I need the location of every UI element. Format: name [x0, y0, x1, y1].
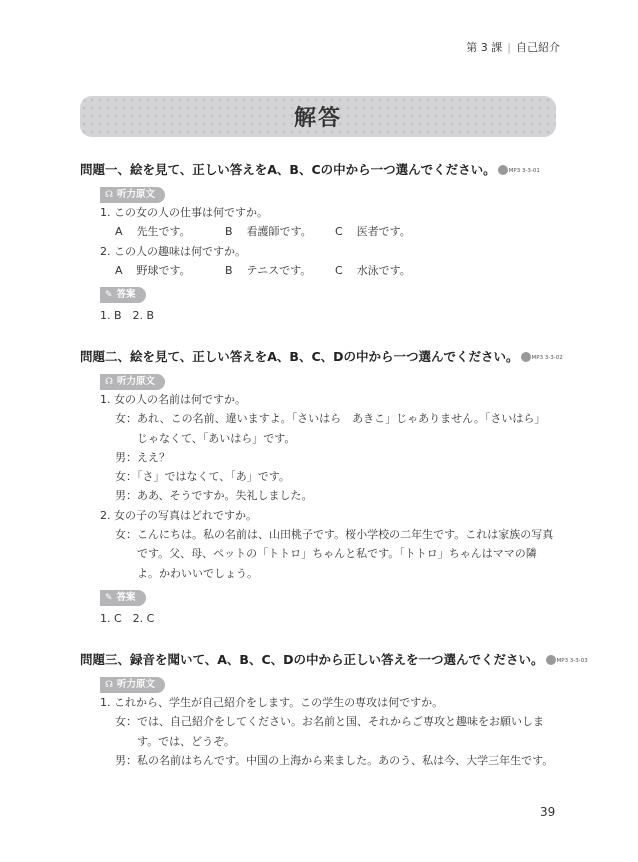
option-a — [115, 261, 225, 280]
section-banner — [80, 96, 556, 137]
badge-label: 答案 — [116, 289, 136, 301]
option-text: 水泳です。 — [356, 263, 411, 277]
script-line: よ。かわいいでしょう。 — [137, 566, 258, 580]
header-divider: | — [507, 41, 511, 54]
lesson-title: 自己紹介 — [516, 41, 560, 54]
question-heading-text: 問題三、録音を聞いて、A、B、C、Dの中から正しい答えを一つ選んでください。 — [80, 652, 544, 667]
note-icon: ✎ — [105, 592, 113, 603]
question-heading-text: 問題二、絵を見て、正しい答えをA、B、C、Dの中から一つ選んでください。 — [80, 349, 519, 364]
cd-icon — [521, 352, 531, 362]
answers: 1. C 2. C — [100, 611, 155, 625]
script-line: 女：「さ」ではなくて、「あ」です。 — [115, 470, 290, 484]
page-title: 解答 — [293, 106, 342, 131]
badge-label: 听力原文 — [117, 679, 156, 690]
cd-icon — [498, 165, 508, 175]
note-icon: ✎ — [105, 290, 113, 301]
option-text: 野球です。 — [136, 263, 191, 277]
mp3-label: MP3 3-3-03 — [556, 657, 588, 664]
question-2 — [80, 347, 563, 628]
question-line: 2. この人の趣味は何ですか。 — [100, 244, 246, 258]
option-c — [335, 261, 445, 280]
script-badge — [100, 187, 165, 203]
question-heading-text: 問題一、絵を見て、正しい答えをA、B、Cの中から一つ選んでください。 — [80, 162, 496, 177]
badge-label: 答案 — [116, 591, 136, 603]
question-heading — [80, 160, 560, 180]
mp3-track[interactable] — [498, 161, 540, 181]
option-text: テニスです。 — [246, 263, 312, 277]
option-b — [225, 222, 335, 241]
script-line: す。では、どうぞ。 — [137, 734, 235, 748]
option-key: C — [335, 263, 343, 277]
script-line: 男：ええ？ — [115, 450, 170, 464]
script-line: 2. 女の子の写真はどれですか。 — [100, 508, 257, 522]
script-line: じゃなくて、「あいはら」です。 — [137, 431, 296, 445]
badge-label: 听力原文 — [117, 189, 156, 200]
lesson-number: 第 3 課 — [466, 41, 503, 54]
option-key: C — [335, 225, 343, 239]
script-line: 1. これから、学生が自己紹介をします。この学生の専攻は何ですか。 — [100, 696, 444, 709]
script-line: 女：こんにちは。私の名前は、山田桃子です。桜小学校の二年生です。これは家族の写真 — [115, 528, 554, 542]
question-1 — [80, 160, 560, 325]
question-line: 1. この女の人の仕事は何ですか。 — [100, 206, 268, 219]
script-line: 男：ああ、そうですか。失礼しました。 — [115, 489, 313, 503]
headphones-icon: ☊ — [105, 190, 113, 200]
options-row — [80, 222, 560, 241]
mp3-track[interactable] — [521, 348, 563, 368]
script-line: 女：あれ、この名前、違いますよ。「さいはら あきこ」じゃありません。「さいはら」 — [115, 412, 546, 426]
option-key: B — [225, 263, 233, 277]
script-badge — [100, 374, 165, 390]
options-row — [80, 261, 560, 280]
option-text: 先生です。 — [136, 225, 191, 239]
question-heading — [80, 347, 563, 367]
option-c — [335, 222, 445, 241]
option-key: A — [115, 225, 123, 239]
badge-label: 听力原文 — [117, 376, 156, 387]
mp3-label: MP3 3-3-01 — [508, 167, 540, 174]
mp3-track[interactable] — [546, 651, 588, 671]
answer-badge — [100, 287, 146, 303]
question-3 — [80, 650, 588, 770]
headphones-icon: ☊ — [105, 680, 113, 690]
question-heading — [80, 650, 588, 670]
option-text: 看護師です。 — [246, 225, 312, 239]
script-line: 女：では、自己紹介をしてください。お名前と国、それからご専攻と趣味をお願いしま — [115, 715, 544, 729]
headphones-icon: ☊ — [105, 377, 113, 387]
script-badge — [100, 677, 165, 693]
answers: 1. B 2. B — [100, 309, 155, 323]
cd-icon — [546, 655, 556, 665]
script-line: 男：私の名前はちんです。中国の上海から来ました。あのう、私は今、大学三年生です。 — [115, 753, 554, 767]
option-b — [225, 261, 335, 280]
page-number: 39 — [540, 805, 556, 819]
option-key: A — [115, 263, 123, 277]
answer-badge — [100, 590, 146, 606]
mp3-label: MP3 3-3-02 — [531, 354, 563, 361]
option-key: B — [225, 225, 233, 239]
script-line: です。父、母、ペットの「トトロ」ちゃんと私です。「トトロ」ちゃんはママの隣 — [137, 547, 537, 561]
script-line: 1. 女の人の名前は何ですか。 — [100, 393, 246, 406]
running-header — [466, 39, 560, 55]
option-text: 医者です。 — [356, 225, 411, 239]
option-a — [115, 222, 225, 241]
